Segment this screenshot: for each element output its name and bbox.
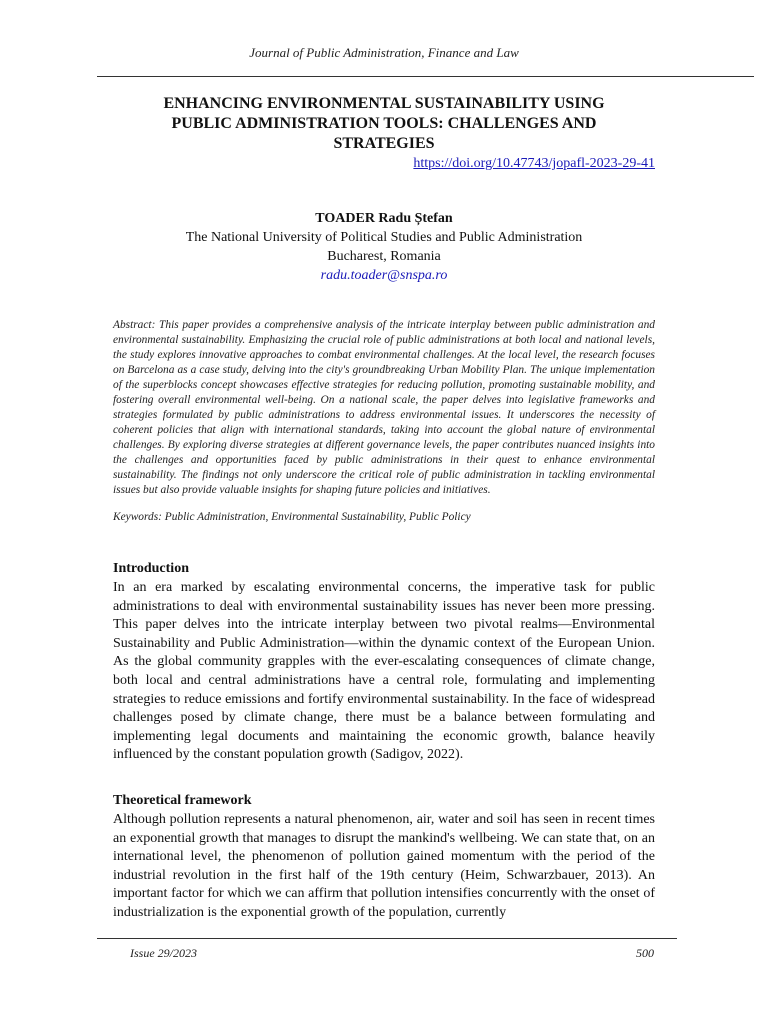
author-location: Bucharest, Romania bbox=[327, 249, 441, 264]
footer-divider bbox=[97, 938, 677, 939]
author-email-link[interactable]: radu.toader@snspa.ro bbox=[320, 268, 448, 283]
author-affiliation: The National University of Political Studies and Public Administration bbox=[185, 230, 583, 245]
footer-issue: Issue 29/2023 bbox=[130, 946, 197, 960]
theoretical-framework-heading: Theoretical framework bbox=[113, 793, 252, 808]
introduction-text: In an era marked by escalating environmental concerns, the imperative task for public administrations to deal with environmental sustainability issues has never been more pressing. This paper delves into the intricate interplay between two pivotal realms—Environmental Sustainability and Public Administration—within the dynamic context of the European Union. As the global community grapples with the ever-escalating consequences of climate change, both local and central administrations have a central role, formulating and implementing strategies to reduce emissions and fortify environmental sustainability. In the face of widespread challenges posed by climate change, there must be a balance between formulating and implementing legal documents and maintaining the economic growth, balance heavily influenced by the constant population growth (Sadigov, 2022). bbox=[113, 580, 655, 763]
paper-title-line-1: ENHANCING ENVIRONMENTAL SUSTAINABILITY USING bbox=[163, 95, 605, 112]
paper-title-line-3: STRATEGIES bbox=[333, 135, 435, 152]
theoretical-framework-text: Although pollution represents a natural phenomenon, air, water and soil has seen in recent times an exponential growth that manages to disrupt the mankind's wellbeing. We can state that, on an international level, the phenomenon of pollution gained momentum with the period of the industrial revolution in the first half of the 19th century (Heim, Schwarzbauer, 2013). An important factor for which we can affirm that pollution intensifies concurrently with the onset of industrialization is the exponential growth of the population, currently bbox=[113, 812, 655, 920]
author-block bbox=[0, 209, 768, 285]
doi-link[interactable]: https://doi.org/10.47743/jopafl-2023-29-41 bbox=[413, 156, 655, 171]
header-divider bbox=[97, 76, 754, 77]
paper-title-line-2: PUBLIC ADMINISTRATION TOOLS: CHALLENGES AND bbox=[171, 115, 597, 132]
journal-header: Journal of Public Administration, Finance and Law bbox=[249, 45, 519, 60]
keywords-text: Keywords: Public Administration, Environmental Sustainability, Public Policy bbox=[113, 511, 471, 523]
author-name: TOADER Radu Ștefan bbox=[315, 211, 453, 226]
paper-title bbox=[110, 94, 658, 154]
abstract-text: Abstract: This paper provides a comprehensive analysis of the intricate interplay between public administration and environmental sustainability. Emphasizing the crucial role of public administrations at both local and national levels, the study explores innovative approaches to combat environmental challenges. At the local level, the research focuses on Barcelona as a case study, delving into the city's groundbreaking Urban Mobility Plan. The unique implementation of the superblocks concept showcases effective strategies for reducing pollution, promoting sustainable mobility, and fostering overall environmental well-being. On a national scale, the paper delves into legislative frameworks and strategies formulated by public administrations to address environmental issues. It underscores the necessity of coherent policies that align with international standards, taking into account the global nature of environmental challenges. By exploring diverse strategies at different governance levels, the paper contributes nuanced insights into the challenges and opportunities faced by public administrations in their quest to enhance environmental sustainability. The findings not only underscore the critical role of public administration in tackling environmental issues but also provide valuable insights for shaping future policies and initiatives. bbox=[113, 319, 655, 496]
introduction-heading: Introduction bbox=[113, 561, 189, 576]
page-number: 500 bbox=[636, 946, 654, 960]
